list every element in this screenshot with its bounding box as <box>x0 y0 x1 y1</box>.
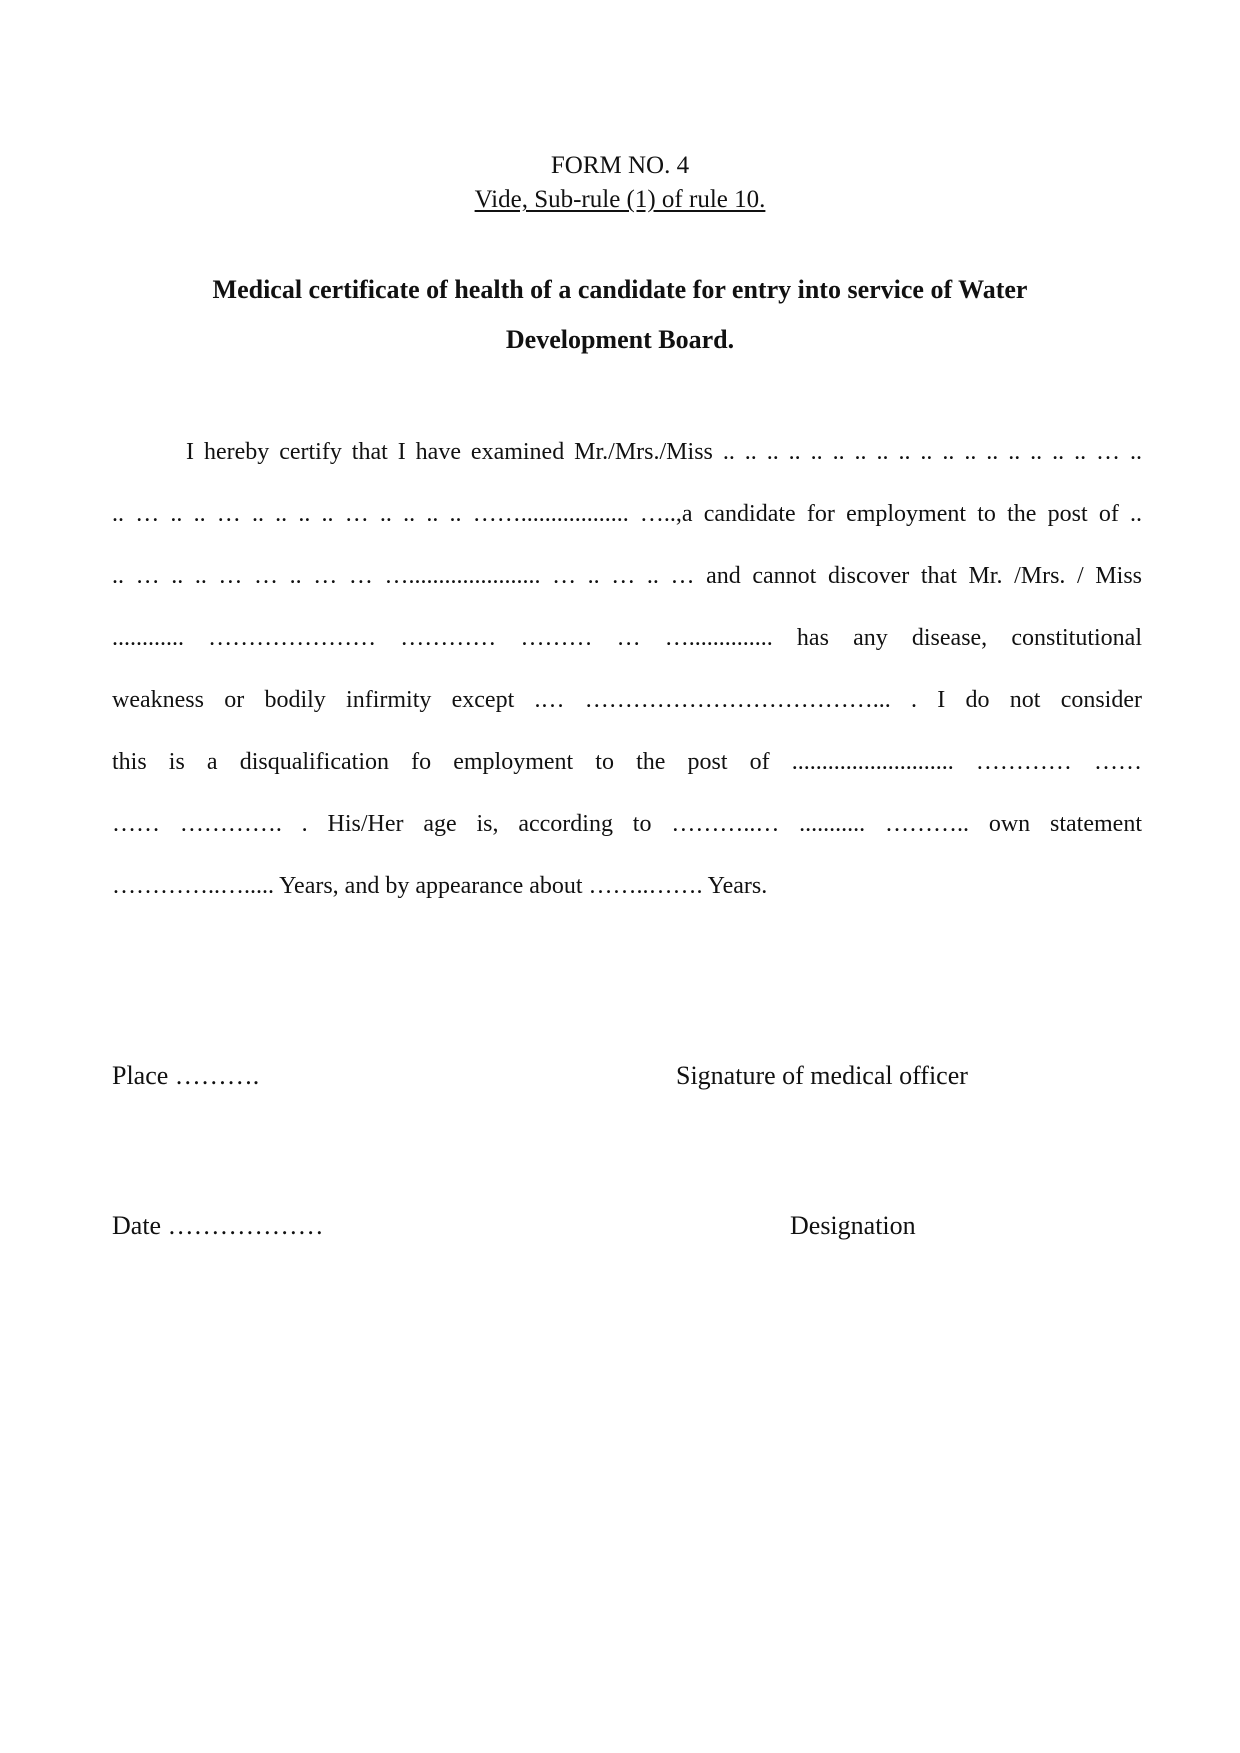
body-line-5: weakness or bodily infirmity except .… ………………………………... . I do not consider <box>112 687 1142 713</box>
body-line-7: …… …………. . His/Her age is, according to ………..… ........... ……….. own statement <box>112 811 1142 837</box>
body-line-8: …………..…..... Years, and by appearance about ……..……. Years. <box>112 873 768 899</box>
body-line-4: ............ ………………… ………… ……… … ….............. has any disease, constitutional <box>112 625 1142 651</box>
form-number: FORM NO. 4 <box>550 152 690 179</box>
signature-label: Signature of medical officer <box>676 1061 968 1090</box>
date-field: Date ……………… <box>112 1211 324 1240</box>
body-line-1: I hereby certify that I have examined Mr./Mrs./Miss .. .. .. .. .. .. .. .. .. .. .. .. .. .. .. .. .. … .. <box>186 439 1142 465</box>
designation-label: Designation <box>790 1211 916 1240</box>
certificate-title-line-1: Medical certificate of health of a candidate for entry into service of Water <box>212 275 1028 304</box>
certificate-title-line-2: Development Board. <box>505 325 735 354</box>
rule-reference-line <box>0 184 1240 216</box>
body-line-2: .. … .. .. … .. .. .. .. … .. .. .. .. …….................. …..,a candidate for employment to the post of .. <box>112 501 1142 527</box>
place-field: Place ………. <box>112 1061 260 1090</box>
body-line-3: .. … .. .. … … .. … … …...................... … .. … .. … and cannot discover that Mr. /Mrs. / Miss <box>112 563 1142 589</box>
body-line-6: this is a disqualification fo employment to the post of ........................... ………… …… <box>112 749 1142 775</box>
rule-reference: Vide, Sub-rule (1) of rule 10. <box>474 186 766 213</box>
